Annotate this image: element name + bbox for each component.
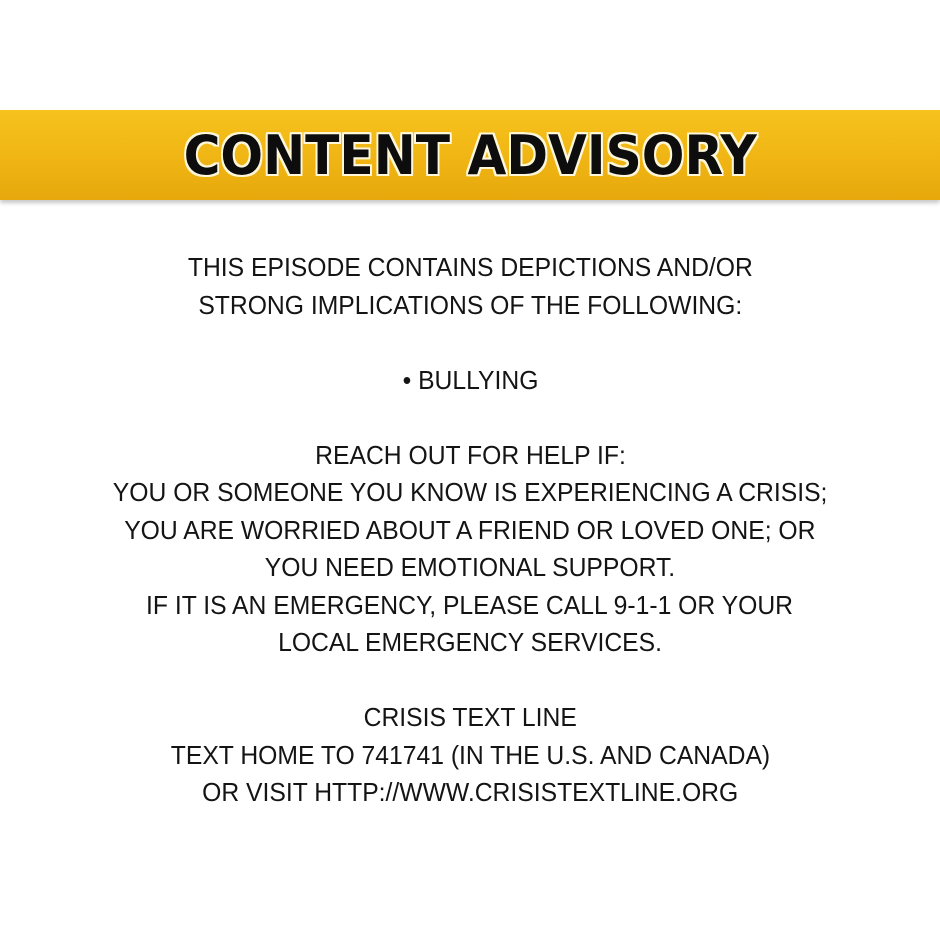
- intro-line-1: THIS EPISODE CONTAINS DEPICTIONS AND/OR: [187, 252, 753, 282]
- topic-item: • BULLYING: [402, 364, 538, 395]
- help-heading: REACH OUT FOR HELP IF:: [314, 439, 626, 470]
- spacer: [0, 324, 940, 362]
- crisis-line-name: CRISIS TEXT LINE: [363, 702, 577, 732]
- advisory-title: CONTENT ADVISORY: [183, 123, 757, 187]
- spacer: [0, 662, 940, 700]
- advisory-body: [0, 249, 940, 812]
- help-line-3: YOU NEED EMOTIONAL SUPPORT.: [264, 552, 676, 582]
- help-line-4: IF IT IS AN EMERGENCY, PLEASE CALL 9-1-1 OR YOUR: [146, 589, 794, 620]
- help-line-5: LOCAL EMERGENCY SERVICES.: [278, 627, 662, 657]
- advisory-banner: [0, 110, 940, 200]
- help-line-1: YOU OR SOMEONE YOU KNOW IS EXPERIENCING A CRISIS;: [112, 477, 828, 507]
- crisis-line-text-instruction: TEXT HOME TO 741741 (IN THE U.S. AND CANADA): [170, 739, 770, 770]
- help-line-2: YOU ARE WORRIED ABOUT A FRIEND OR LOVED ONE; OR: [124, 514, 816, 545]
- crisis-line-website: OR VISIT HTTP://WWW.CRISISTEXTLINE.ORG: [201, 777, 739, 807]
- spacer: [0, 399, 940, 437]
- intro-line-2: STRONG IMPLICATIONS OF THE FOLLOWING:: [198, 289, 742, 320]
